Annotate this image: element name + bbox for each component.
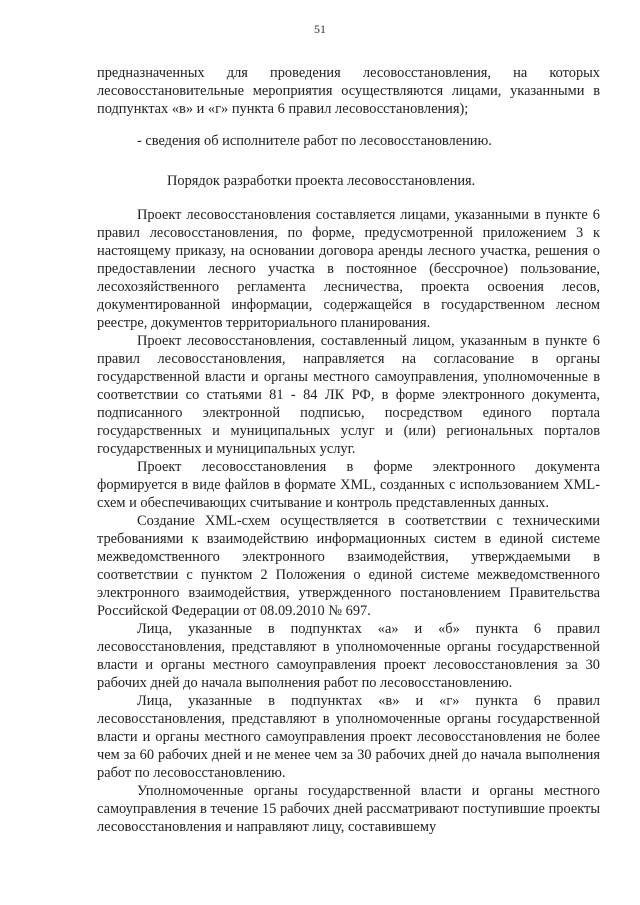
paragraph-electronic-format: Проект лесовосстановления в форме электронного документа формируется в виде файлов в формате XML, созданных с использованием XML-схем и обеспечивающих считывание и контроль представленных данных. [97,459,600,511]
paragraph-xml-schemas: Создание XML-схем осуществляется в соответствии с техническими требованиями к взаимодействию информационных систем в единой системе межведомственного электронного взаимодействия, утверждаемыми в соответствии с пунктом 2 Положения о единой системе межведомственного электронного взаимодействия, утвержденного постановлением Правительства Российской Федерации от 08.09.2010 № 697. [97,513,600,619]
paragraph-submission-v-g: Лица, указанные в подпунктах «в» и «г» пункта 6 правил лесовосстановления, представляют в уполномоченные органы государственной власти и органы местного самоуправления проект лесовосстановления не более чем за 60 рабочих дней и не менее чем за 30 рабочих дней до начала выполнения работ по лесовосстановлению. [97,693,600,781]
paragraph-project-composition: Проект лесовосстановления составляется лицами, указанными в пункте 6 правил лесовосстановления, по форме, предусмотренной приложением 3 к настоящему приказу, на основании договора аренды лесного участка, решения о предоставлении лесного участка в постоянное (бессрочное) пользование, лесохозяйственного регламента лесничества, проекта освоения лесов, документированной информации, содержащейся в государственном лесном реестре, документов территориального планирования. [97,207,600,331]
intro-paragraph: предназначенных для проведения лесовосстановления, на которых лесовосстановительные мероприятия осуществляются лицами, указанными в подпунктах «в» и «г» пункта 6 правил лесовосстановления); [97,65,600,117]
paragraph-review-period: Уполномоченные органы государственной власти и органы местного самоуправления в течение 15 рабочих дней рассматривают поступившие проекты лесовосстановления и направляют лицу, составившему [97,783,600,835]
section-heading: Порядок разработки проекта лесовосстановления. [167,173,476,189]
document-body [97,64,600,836]
list-item-contractor-info: - сведения об исполнителе работ по лесовосстановлению. [137,133,492,149]
paragraph-submission-a-b: Лица, указанные в подпунктах «а» и «б» пункта 6 правил лесовосстановления, представляют в уполномоченные органы государственной власти и органы местного самоуправления проект лесовосстановления за 30 рабочих дней до начала выполнения работ по лесовосстановлению. [97,621,600,691]
page-number: 51 [314,22,326,36]
paragraph-project-approval: Проект лесовосстановления, составленный лицом, указанным в пункте 6 правил лесовосстановления, направляется на согласование в органы государственной власти и органы местного самоуправления, уполномоченные в соответствии со статьями 81 - 84 ЛК РФ, в форме электронного документа, подписанного электронной подписью, посредством единого портала государственных и муниципальных услуг и (или) региональных порталов государственных и муниципальных услуг. [97,333,600,457]
